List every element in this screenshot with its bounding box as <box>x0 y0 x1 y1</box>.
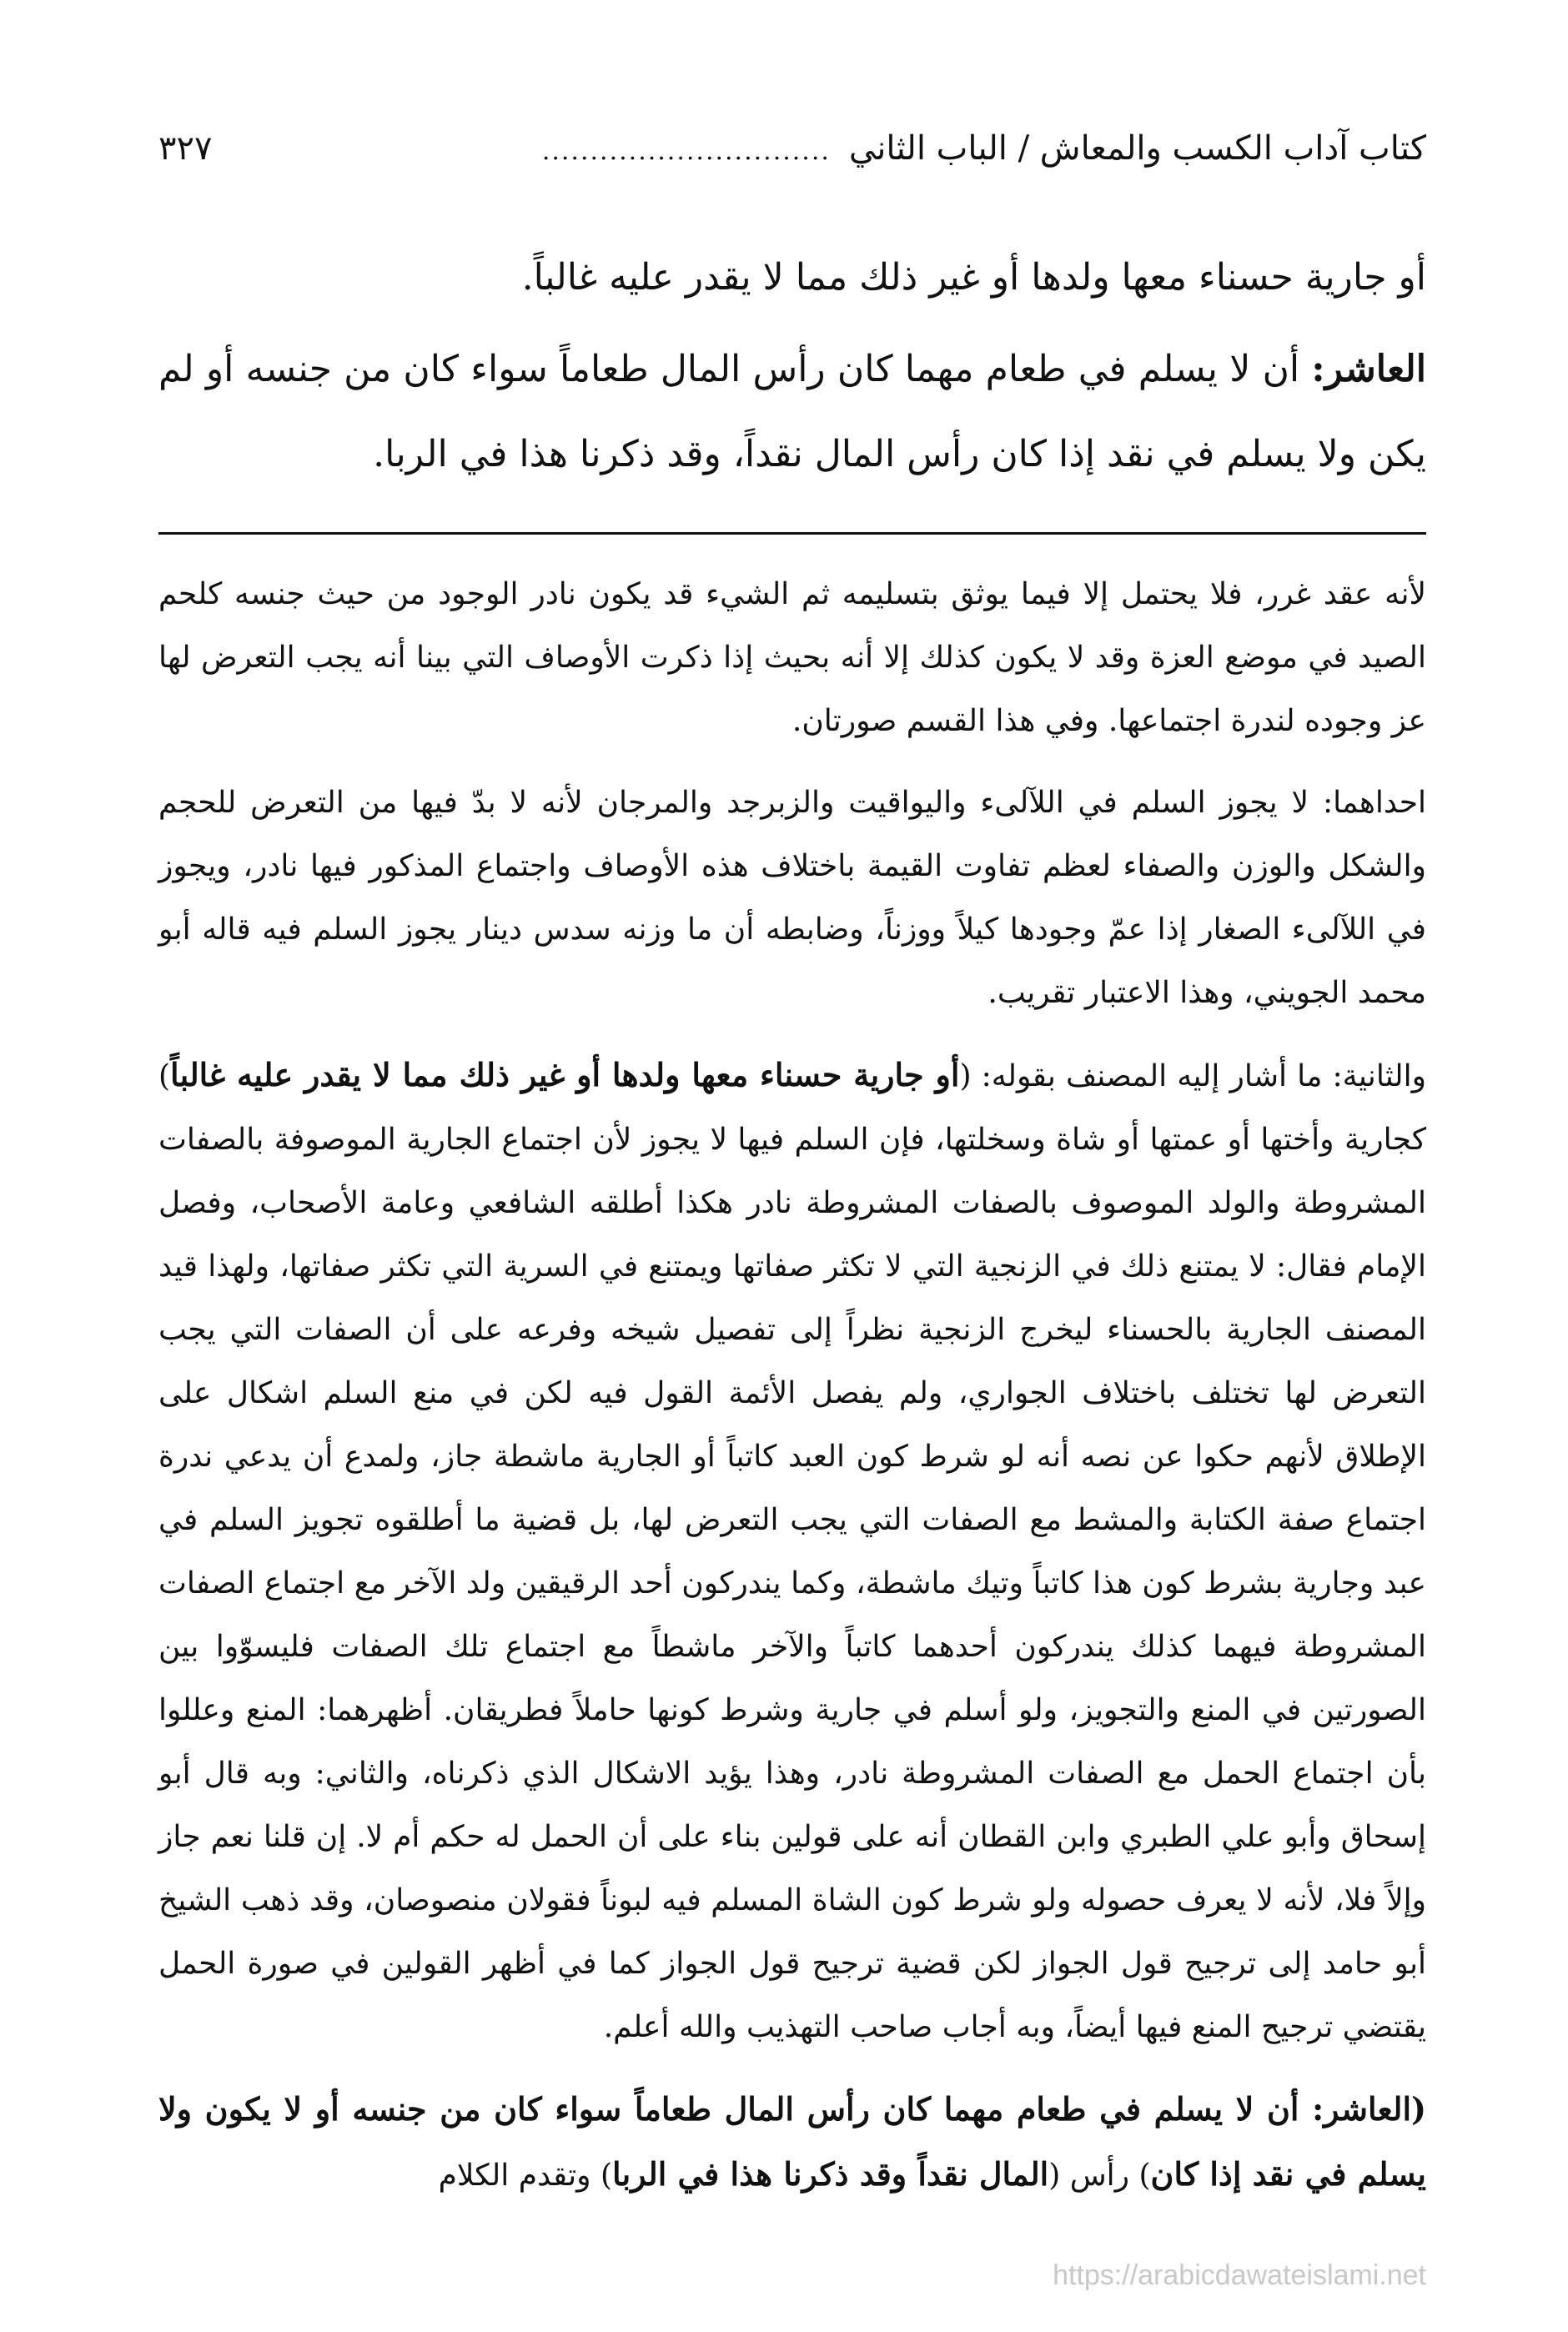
commentary-paragraph <box>158 771 1426 1025</box>
running-header <box>158 125 1426 175</box>
commentary-text: ) رأس ( <box>1048 2159 1151 2193</box>
header-title: كتاب آداب الكسب والمعاش / الباب الثاني <box>848 129 1426 168</box>
commentary-paragraph <box>158 563 1426 753</box>
quoted-main-text: أو جارية حسناء معها ولدها أو غير ذلك مما لا يقدر عليه غالباً <box>170 1056 960 1093</box>
commentary-text: ) وتقدم الكلام <box>438 2159 612 2193</box>
commentary-text: لأنه عقد غرر، فلا يحتمل إلا فيما يوثق بتسليمه ثم الشيء قد يكون نادر الوجود من حيث جنسه كلحم الصيد في موضع العزة وقد لا يكون كذلك إلا أنه بحيث إذا ذكرت الأوصاف التي بينا أنه يجب التعرض لها عز وجوده لندرة اجتماعها. وفي هذا القسم صورتان. <box>158 577 1426 738</box>
footnote-divider <box>158 532 1426 535</box>
main-paragraph-text: أن لا يسلم في طعام مهما كان رأس المال طعاماً سواء كان من جنسه أو لم يكن ولا يسلم في نقد إذا كان رأس المال نقداً، وقد ذكرنا هذا في الربا. <box>158 348 1426 475</box>
quoted-main-text: المال نقداً وقد ذكرنا هذا في الربا <box>612 2155 1049 2193</box>
commentary <box>158 563 1426 2208</box>
main-paragraph <box>158 327 1426 497</box>
page <box>158 125 1426 2208</box>
commentary-text: ) كجارية وأختها أو عمتها أو شاة وسخلتها، فإن السلم فيها لا يجوز لأن اجتماع الجارية الموصوفة بالصفات المشروطة والولد الموصوف بالصفات المشروطة نادر هكذا أطلقه الشافعي وعامة الأصحاب، وفصل الإمام فقال: لا يمتنع ذلك في الزنجية التي لا تكثر صفاتها ويمتنع في السرية التي تكثر صفاتها، ولهذا قيد المصنف الجارية بالحسناء ليخرج الزنجية نظراً إلى تفصيل شيخه وفرعه على أن الصفات التي يجب التعرض لها تختلف باختلاف الجواري، ولم يفصل الأئمة القول فيه لكن في منع السلم اشكال على الإطلاق لأنهم حكوا عن نصه أنه لو شرط كون العبد كاتباً أو الجارية ماشطة جاز، ولمدع أن يدعي ندرة اجتماع صفة الكتابة والمشط مع الصفات التي يجب التعرض لها، بل قضية ما أطلقوه تجويز السلم في عبد وجارية بشرط كون هذا كاتباً وتيك ماشطة، وكما يندركون أحد الرقيقين ولد الآخر مع اجتماع الصفات المشروطة فيهما كذلك يندركون أحدهما كاتباً والآخر ماشطاً مع اجتماع تلك الصفات فليسوّوا بين الصورتين في المنع والتجويز، ولو أسلم في جارية وشرط كونها حاملاً فطريقان. أظهرهما: المنع وعللوا بأن اجتماع الحمل مع الصفات المشروطة نادر، وهذا يؤيد الاشكال الذي ذكرناه، والثاني: وبه قال أبو إسحاق وأبو علي الطبري وابن القطان أنه على قولين بناء على أن الحمل له حكم أم لا. إن قلنا نعم جاز وإلاً فلا، لأنه لا يعرف حصوله ولو شرط كون الشاة المسلم فيه لبوناً فقولان منصوصان، وقد ذهب الشيخ أبو حامد إلى ترجيح قول الجواز لكن قضية ترجيح قول الجواز كما في أظهر القولين في صورة الحمل يقتضي ترجيح المنع فيها أيضاً، وبه أجاب صاحب التهذيب والله أعلم. <box>158 1059 1427 2044</box>
page-number: ٣٢٧ <box>158 129 213 168</box>
section-lead: العاشر: <box>1311 348 1426 390</box>
commentary-text: والثانية: ما أشار إليه المصنف بقوله: ( <box>959 1059 1427 1093</box>
commentary-text: احداهما: لا يجوز السلم في اللآلىء واليواقيت والزبرجد والمرجان لأنه لا بدّ فيها من التعرض للحجم والشكل والوزن والصفاء لعظم تفاوت القيمة باختلاف هذه الأوصاف واجتماع المذكور فيها نادر، ويجوز في اللآلىء الصغار إذا عمّ وجودها كيلاً ووزناً، وضابطه أن ما وزنه سدس دينار يجوز السلم فيه قاله أبو محمد الجويني، وهذا الاعتبار تقريب. <box>158 786 1426 1010</box>
main-paragraph <box>158 235 1426 320</box>
commentary-paragraph <box>158 1043 1426 2059</box>
main-text <box>158 235 1426 497</box>
header-leader-dots: .............................. <box>541 137 831 166</box>
commentary-paragraph <box>158 2078 1426 2208</box>
quoted-main-text: العاشر: أن لا يسلم في طعام مهما كان رأس المال طعاماً سواء كان من جنسه أو لا يكون ولا يسلم في نقد إذا كان <box>158 2090 1426 2193</box>
watermark-url: https://arabicdawateislami.net <box>1053 2259 1426 2291</box>
main-paragraph-text: أو جارية حسناء معها ولدها أو غير ذلك مما لا يقدر عليه غالباً. <box>521 256 1426 299</box>
commentary-text: ( <box>1411 2090 1426 2128</box>
